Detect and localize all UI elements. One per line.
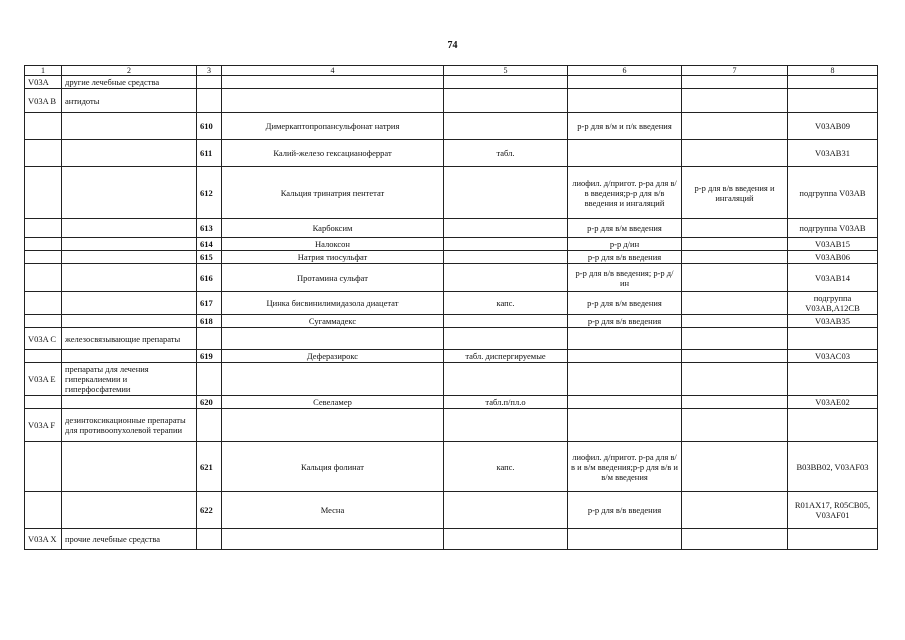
route-cell: р-р для в/в введения; р-р д/ин [568,264,682,292]
dosage-form-cell: табл. диспергируемые [444,350,568,363]
column-header: 7 [682,66,788,76]
column-header: 5 [444,66,568,76]
atc-group-code-cell: V03A C [25,328,62,350]
route-extra-cell [682,363,788,396]
atc-code-cell: подгруппа V03AB,A12CB [788,292,878,315]
route-extra-cell [682,76,788,89]
table-row [25,238,878,251]
route-cell: лиофил. д/пригот. р-ра для в/в и в/м введения;р-р для в/в и в/м введения [568,442,682,492]
atc-group-name-cell [62,315,197,328]
atc-group-code-cell [25,492,62,529]
dosage-form-cell [444,219,568,238]
table-row [25,350,878,363]
atc-code-cell: R01AX17, R05CB05, V03AF01 [788,492,878,529]
table-row [25,442,878,492]
atc-group-name-cell: другие лечебные средства [62,76,197,89]
atc-code-cell: подгруппа V03AB [788,167,878,219]
dosage-form-cell: табл.п/пл.о [444,396,568,409]
table-row [25,264,878,292]
drug-name-cell: Цинка бисвинилимидазола диацетат [222,292,444,315]
route-extra-cell [682,328,788,350]
drug-name-cell: Калий-железо гексацианоферрат [222,140,444,167]
dosage-form-cell [444,76,568,89]
drug-name-cell: Сугаммадекс [222,315,444,328]
atc-group-code-cell [25,264,62,292]
dosage-form-cell [444,363,568,396]
atc-group-code-cell [25,251,62,264]
atc-group-code-cell [25,350,62,363]
route-extra-cell [682,315,788,328]
group-row [25,409,878,442]
dosage-form-cell [444,89,568,113]
dosage-form-cell [444,409,568,442]
atc-group-name-cell [62,492,197,529]
route-cell [568,363,682,396]
item-number-cell: 621 [197,442,222,492]
route-cell: р-р для в/в введения [568,251,682,264]
atc-group-name-cell: дезинтоксикационные препараты для противоопухолевой терапии [62,409,197,442]
table-row [25,167,878,219]
atc-group-code-cell: V03A E [25,363,62,396]
atc-group-code-cell: V03A F [25,409,62,442]
route-cell: лиофил. д/пригот. р-ра для в/в введения;р-р для в/в введения и ингаляций [568,167,682,219]
item-number-cell: 618 [197,315,222,328]
drug-name-cell [222,529,444,550]
atc-group-code-cell [25,396,62,409]
route-cell [568,350,682,363]
header-row [25,66,878,76]
column-header: 2 [62,66,197,76]
atc-group-code-cell [25,315,62,328]
route-extra-cell [682,492,788,529]
route-cell [568,140,682,167]
atc-group-code-cell [25,442,62,492]
dosage-form-cell [444,529,568,550]
route-cell: р-р для в/м введения [568,292,682,315]
item-number-cell [197,76,222,89]
table-row [25,396,878,409]
item-number-cell [197,529,222,550]
dosage-form-cell: капс. [444,292,568,315]
drug-name-cell [222,409,444,442]
dosage-form-cell: капс. [444,442,568,492]
item-number-cell: 610 [197,113,222,140]
table-body [25,76,878,550]
atc-group-name-cell [62,238,197,251]
atc-code-cell [788,363,878,396]
column-header: 8 [788,66,878,76]
item-number-cell [197,363,222,396]
route-cell [568,89,682,113]
atc-group-name-cell: прочие лечебные средства [62,529,197,550]
route-extra-cell [682,409,788,442]
atc-code-cell: V03AE02 [788,396,878,409]
group-row [25,89,878,113]
drug-name-cell: Деферазирокс [222,350,444,363]
route-cell: р-р для в/м введения [568,219,682,238]
route-extra-cell [682,219,788,238]
atc-code-cell: V03AB09 [788,113,878,140]
item-number-cell [197,328,222,350]
group-row [25,363,878,396]
atc-group-name-cell [62,350,197,363]
dosage-form-cell: табл. [444,140,568,167]
drug-name-cell [222,363,444,396]
item-number-cell: 619 [197,350,222,363]
route-extra-cell [682,113,788,140]
atc-group-name-cell [62,251,197,264]
dosage-form-cell [444,264,568,292]
atc-code-cell: V03AB14 [788,264,878,292]
route-extra-cell [682,529,788,550]
table-row [25,113,878,140]
item-number-cell: 613 [197,219,222,238]
table-row [25,219,878,238]
dosage-form-cell [444,167,568,219]
route-cell [568,76,682,89]
drug-name-cell: Месна [222,492,444,529]
atc-code-cell [788,328,878,350]
drug-name-cell: Протамина сульфат [222,264,444,292]
drug-name-cell: Карбоксим [222,219,444,238]
drug-name-cell [222,328,444,350]
route-cell: р-р для в/м и п/к введения [568,113,682,140]
drug-name-cell: Кальция тринатрия пентетат [222,167,444,219]
drug-name-cell: Кальция фолинат [222,442,444,492]
table-row [25,492,878,529]
drug-name-cell: Натрия тиосульфат [222,251,444,264]
item-number-cell: 614 [197,238,222,251]
column-header: 6 [568,66,682,76]
table-row [25,315,878,328]
atc-group-name-cell [62,113,197,140]
atc-code-cell: V03AB15 [788,238,878,251]
atc-code-cell: B03BB02, V03AF03 [788,442,878,492]
column-header: 4 [222,66,444,76]
group-row [25,529,878,550]
atc-group-code-cell [25,219,62,238]
dosage-form-cell [444,328,568,350]
item-number-cell [197,409,222,442]
page-number: 74 [447,40,458,51]
atc-group-name-cell: железосвязывающие препараты [62,328,197,350]
dosage-form-cell [444,315,568,328]
atc-group-name-cell [62,442,197,492]
item-number-cell: 616 [197,264,222,292]
drug-name-cell: Димеркаптопропансульфонат натрия [222,113,444,140]
column-header: 3 [197,66,222,76]
table-row [25,251,878,264]
route-extra-cell [682,238,788,251]
item-number-cell: 620 [197,396,222,409]
route-extra-cell [682,442,788,492]
atc-group-code-cell [25,113,62,140]
atc-group-code-cell [25,167,62,219]
dosage-form-cell [444,113,568,140]
atc-group-code-cell: V03A [25,76,62,89]
item-number-cell: 617 [197,292,222,315]
dosage-form-cell [444,492,568,529]
atc-code-cell: подгруппа V03AB [788,219,878,238]
group-row [25,76,878,89]
item-number-cell [197,89,222,113]
drug-name-cell: Севеламер [222,396,444,409]
atc-code-cell [788,76,878,89]
route-cell [568,396,682,409]
drug-name-cell [222,76,444,89]
item-number-cell: 612 [197,167,222,219]
route-extra-cell [682,89,788,113]
route-extra-cell [682,251,788,264]
atc-code-cell: V03AB06 [788,251,878,264]
item-number-cell: 611 [197,140,222,167]
route-extra-cell [682,350,788,363]
atc-group-code-cell [25,238,62,251]
drug-name-cell: Налоксон [222,238,444,251]
route-cell [568,529,682,550]
route-cell: р-р д/ин [568,238,682,251]
dosage-form-cell [444,251,568,264]
atc-group-name-cell [62,219,197,238]
atc-code-cell: V03AB31 [788,140,878,167]
table-row [25,292,878,315]
atc-group-code-cell [25,140,62,167]
route-extra-cell [682,292,788,315]
dosage-form-cell [444,238,568,251]
atc-code-cell: V03AC03 [788,350,878,363]
atc-group-name-cell [62,140,197,167]
atc-group-name-cell [62,264,197,292]
atc-group-code-cell: V03A X [25,529,62,550]
route-extra-cell [682,264,788,292]
table-row [25,140,878,167]
atc-code-cell [788,409,878,442]
atc-group-name-cell [62,167,197,219]
route-cell [568,409,682,442]
atc-group-name-cell: антидоты [62,89,197,113]
item-number-cell: 615 [197,251,222,264]
atc-code-cell [788,529,878,550]
atc-group-name-cell [62,396,197,409]
route-extra-cell [682,396,788,409]
route-cell: р-р для в/в введения [568,315,682,328]
atc-group-code-cell [25,292,62,315]
atc-group-name-cell: препараты для лечения гиперкалиемии и гиперфосфатемии [62,363,197,396]
group-row [25,328,878,350]
route-extra-cell [682,140,788,167]
atc-code-cell: V03AB35 [788,315,878,328]
item-number-cell: 622 [197,492,222,529]
column-header: 1 [25,66,62,76]
route-extra-cell: р-р для в/в введения и ингаляций [682,167,788,219]
atc-group-code-cell: V03A B [25,89,62,113]
route-cell [568,328,682,350]
atc-group-name-cell [62,292,197,315]
drug-table [24,65,878,550]
drug-name-cell [222,89,444,113]
atc-code-cell [788,89,878,113]
route-cell: р-р для в/в введения [568,492,682,529]
